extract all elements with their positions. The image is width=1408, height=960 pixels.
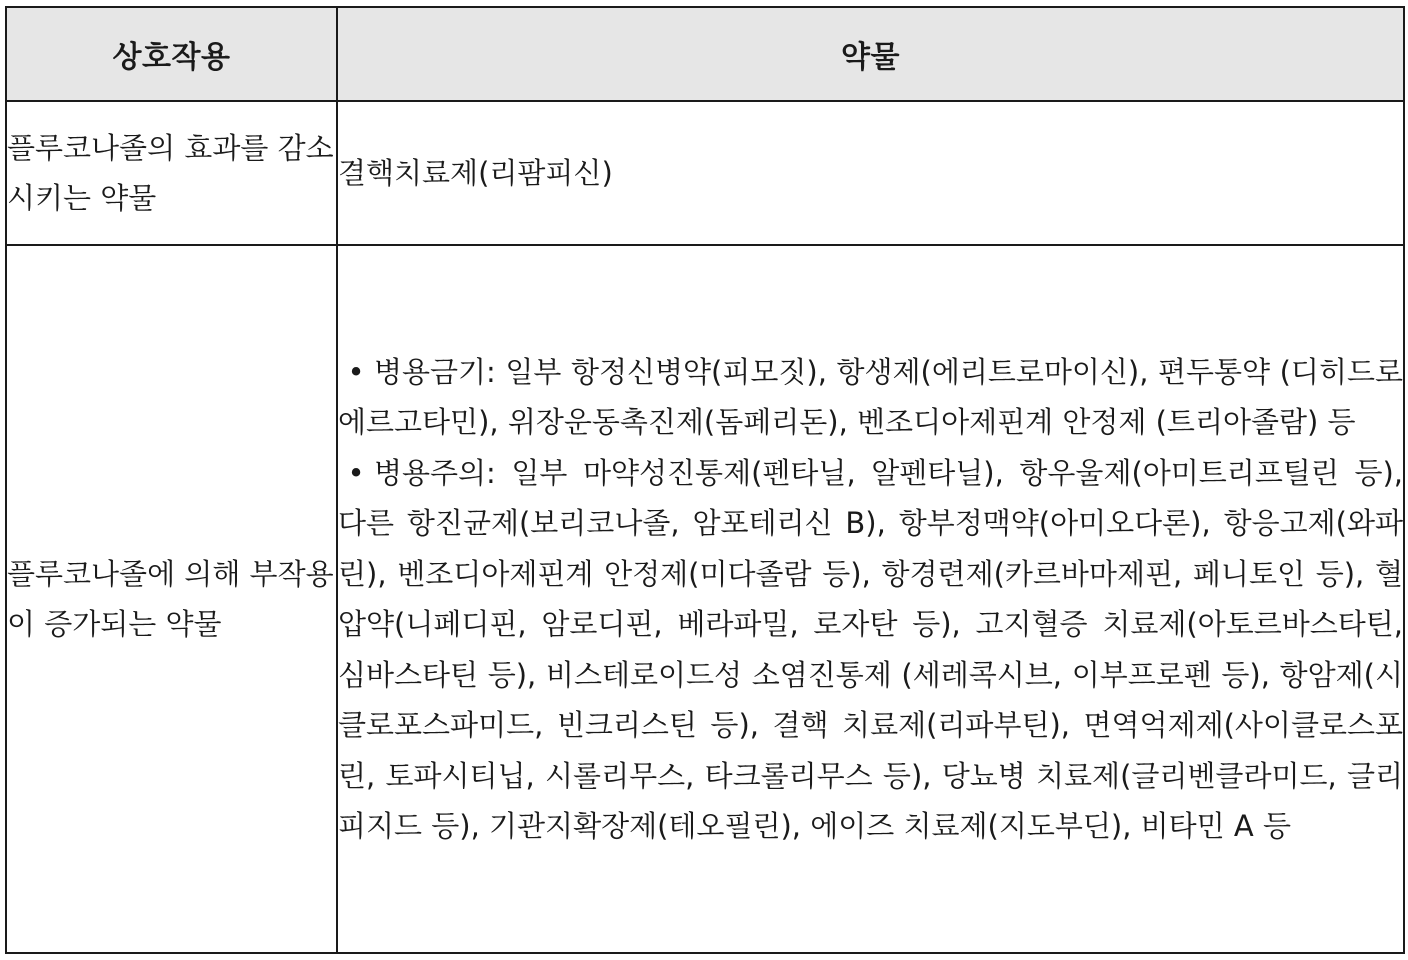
list-item (338, 448, 1403, 852)
drug-interaction-table (5, 6, 1405, 954)
list-item (338, 347, 1403, 448)
drug-cell (337, 245, 1404, 953)
table-row (6, 101, 1404, 245)
bullet-icon: • (347, 455, 365, 490)
interaction-cell: 플루코나졸에 의해 부작용이 증가되는 약물 (6, 245, 337, 953)
table-header-row (6, 7, 1404, 101)
drug-cell: 결핵치료제(리팜피신) (337, 101, 1404, 245)
header-drug: 약물 (337, 7, 1404, 101)
list-item-text: 병용주의: 일부 마약성진통제(펜타닐, 알펜타닐), 항우울제(아미트리프틸린 등), 다른 항진균제(보리코나졸, 암포테리신 B), 항부정맥약(아미오다론), 항응고제(와파린), 벤조디아제핀계 안정제(미다졸람 등), 항경련제(카르바마제핀, 페니토인 등), 혈압약(니페디핀, 암로디핀, 베라파밀, 로자탄 등), 고지혈증 치료제(아토르바스타틴, 심바스타틴 등), 비스테로이드성 소염진통제 (세레콕시브, 이부프로펜 등), 항암제(시클로포스파미드, 빈크리스틴 등), 결핵 치료제(리파부틴), 면역억제제(사이클로스포린, 토파시티닙, 시롤리무스, 타크롤리무스 등), 당뇨병 치료제(글리벤클라미드, 글리피지드 등), 기관지확장제(테오필린), 에이즈 치료제(지도부딘), 비타민 A 등 (338, 455, 1403, 843)
header-interaction: 상호작용 (6, 7, 337, 101)
table-row (6, 245, 1404, 953)
list-item-text: 병용금기: 일부 항정신병약(피모짓), 항생제(에리트로마이신), 편두통약 (디히드로에르고타민), 위장운동촉진제(돔페리돈), 벤조디아제핀계 안정제 (트리아졸람) 등 (338, 354, 1403, 439)
bullet-icon: • (347, 354, 365, 389)
interaction-cell: 플루코나졸의 효과를 감소시키는 약물 (6, 101, 337, 245)
